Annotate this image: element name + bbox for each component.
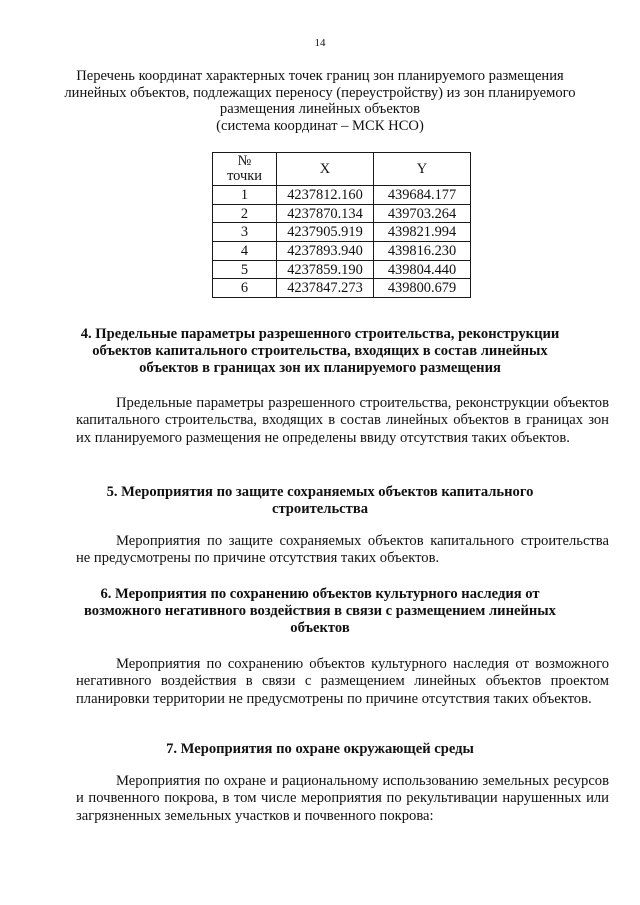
caption-line: Перечень координат характерных точек границ зон планируемого размещения	[76, 68, 564, 84]
heading-line: объектов капитального строительства, входящих в состав линейных	[92, 343, 548, 359]
cell-x: 4237859.190	[277, 260, 374, 279]
heading-line: возможного негативного воздействия в связи с размещением линейных	[84, 603, 556, 619]
cell-x: 4237870.134	[277, 204, 374, 223]
table-caption	[62, 68, 578, 134]
page-number: 14	[314, 37, 326, 49]
heading-line: строительства	[271, 501, 369, 517]
heading-line: 4. Предельные параметры разрешенного строительства, реконструкции	[80, 326, 560, 342]
cell-x: 4237905.919	[277, 223, 374, 242]
section-5-heading	[62, 484, 578, 518]
heading-line: 7. Мероприятия по охране окружающей среды	[166, 741, 474, 757]
table-row	[213, 223, 471, 242]
cell-num: 6	[213, 279, 277, 298]
section-6-text: Мероприятия по сохранению объектов культурного наследия от возможного негативного воздействия в связи с размещением линейных объектов проектом планировки территории не предусмотрены по причине отсутствия таких объектов.	[76, 656, 609, 707]
heading-line: 5. Мероприятия по защите сохраняемых объектов капитального	[106, 484, 534, 500]
cell-x: 4237893.940	[277, 242, 374, 261]
cell-num: 4	[213, 242, 277, 261]
caption-line: (система координат – МСК НСО)	[216, 117, 424, 134]
heading-line: объектов в границах зон их планируемого размещения	[139, 360, 501, 376]
header-num-line1: №	[237, 153, 252, 169]
cell-y: 439800.679	[374, 279, 471, 298]
section-4-heading	[62, 326, 578, 377]
section-6-heading	[62, 586, 578, 637]
section-7-heading	[62, 741, 578, 758]
table-row	[213, 204, 471, 223]
heading-line: 6. Мероприятия по сохранению объектов культурного наследия от	[100, 586, 540, 602]
cell-x: 4237847.273	[277, 279, 374, 298]
caption-line: линейных объектов, подлежащих переносу (переустройству) из зон планируемого	[64, 84, 576, 101]
cell-num: 1	[213, 186, 277, 205]
cell-num: 2	[213, 204, 277, 223]
table-row	[213, 186, 471, 205]
table-row	[213, 260, 471, 279]
cell-y: 439816.230	[374, 242, 471, 261]
cell-y: 439804.440	[374, 260, 471, 279]
coordinates-table	[212, 152, 471, 298]
cell-y: 439703.264	[374, 204, 471, 223]
section-7-text: Мероприятия по охране и рациональному использованию земельных ресурсов и почвенного покрова, в том числе мероприятия по рекультивации нарушенных или загрязненных земельных участков и почвенного покрова:	[76, 773, 609, 824]
header-num-line2: точки	[227, 168, 262, 184]
cell-y: 439821.994	[374, 223, 471, 242]
section-4-text: Предельные параметры разрешенного строительства, реконструкции объектов капитального строительства, входящих в состав линейных объектов в границах зон их планируемого размещения не определены ввиду отсутствия таких объектов.	[76, 395, 609, 446]
table-header-row	[213, 153, 471, 186]
table-row	[213, 279, 471, 298]
cell-y: 439684.177	[374, 186, 471, 205]
header-y: Y	[374, 153, 471, 186]
section-5-text: Мероприятия по защите сохраняемых объектов капитального строительства не предусмотрены по причине отсутствия таких объектов.	[76, 533, 609, 567]
heading-line: объектов	[290, 620, 350, 636]
cell-num: 3	[213, 223, 277, 242]
table-row	[213, 242, 471, 261]
cell-x: 4237812.160	[277, 186, 374, 205]
caption-line: размещения линейных объектов	[219, 101, 421, 117]
cell-num: 5	[213, 260, 277, 279]
header-x: X	[277, 153, 374, 186]
header-point-number	[213, 153, 277, 186]
